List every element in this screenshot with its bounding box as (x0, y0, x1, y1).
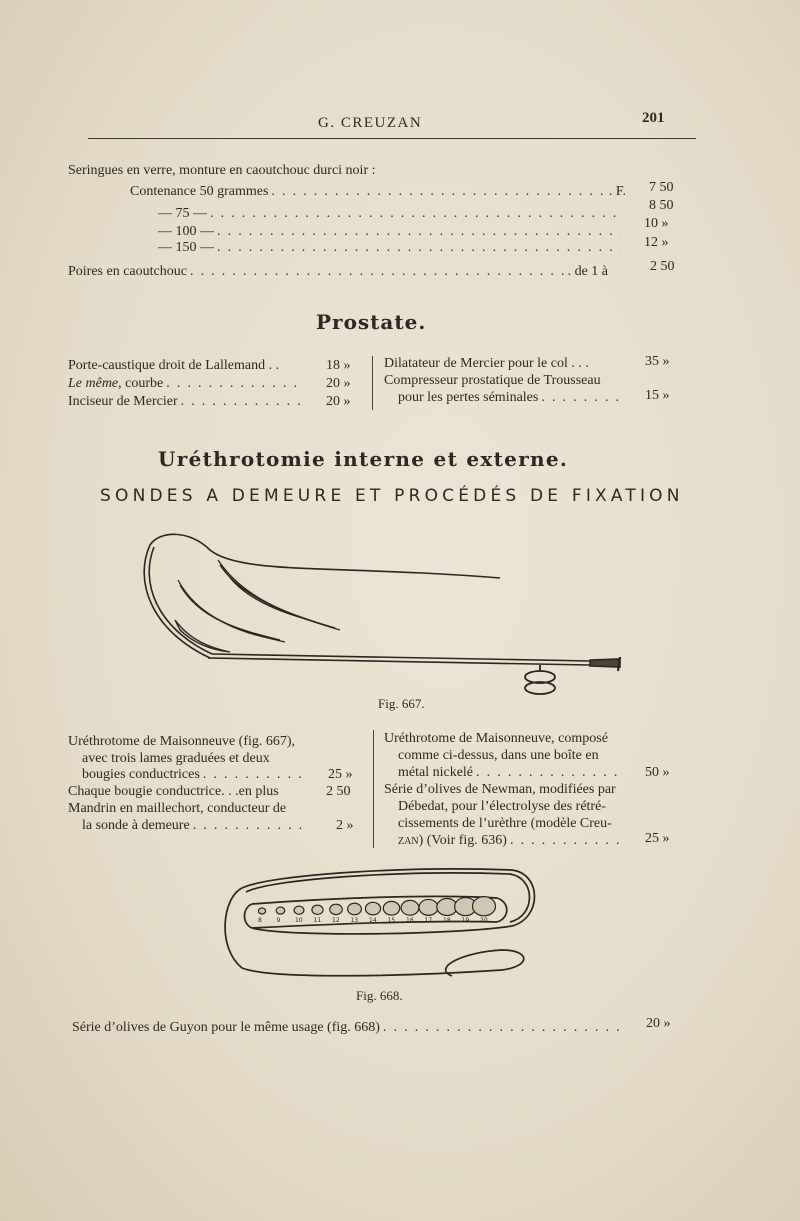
column-divider (373, 730, 374, 848)
item-text: avec trois lames graduées et deux (82, 751, 270, 766)
item-text: comme ci-dessus, dans une boîte en (398, 748, 599, 763)
item-label: Inciseur de Mercier (68, 394, 178, 409)
item-text: cissements de l’urèthre (modèle Creu- (398, 816, 612, 831)
item-price: 10 » (644, 216, 669, 231)
leader-dots (217, 240, 621, 256)
leader-dots (181, 394, 303, 410)
item-price: 7 50 (649, 180, 674, 195)
item-label: bougies conductrices (82, 767, 200, 782)
item-label: pour les pertes séminales (398, 390, 539, 405)
olive-size-label: 17 (424, 917, 433, 924)
leader-dots (203, 767, 305, 783)
olive-size-label: 19 (461, 917, 470, 924)
item-price: 20 » (646, 1016, 671, 1031)
price-row (68, 394, 306, 410)
item-text: Uréthrotome de Maisonneuve, composé (384, 731, 608, 746)
olive-bead (330, 904, 342, 914)
olive-bead (348, 903, 362, 915)
leader-dots (510, 833, 623, 849)
olive-bead (419, 899, 438, 915)
item-label: Dilatateur de Mercier pour le col . . . (384, 356, 589, 371)
olives-series-illustration (212, 858, 542, 990)
price-row (158, 240, 624, 256)
section-heading-urethrotomie: Uréthrotomie interne et externe. (158, 447, 569, 471)
item-label: — 150 — (158, 240, 214, 255)
leader-dots (193, 818, 305, 834)
olive-bead (365, 902, 380, 915)
urethrotome-illustration (120, 520, 640, 700)
price-row (130, 184, 626, 200)
item-price: 15 » (645, 388, 670, 403)
price-row (82, 767, 308, 783)
item-price: 20 » (326, 376, 351, 391)
price-row (158, 206, 624, 222)
item-label: courbe (121, 376, 164, 391)
header-rule (88, 138, 696, 139)
item-price: 20 » (326, 394, 351, 409)
olive-size-label: 16 (406, 917, 414, 924)
item-price: 35 » (645, 354, 670, 369)
leader-dots (541, 390, 623, 406)
figure-caption: Fig. 667. (378, 696, 425, 711)
item-label: métal nickelé (398, 765, 474, 780)
olive-bead (383, 901, 399, 915)
olive-size-label: 12 (332, 917, 340, 924)
olive-bead (401, 900, 419, 915)
leader-dots (383, 1020, 625, 1036)
seringues-title: Seringues en verre, monture en caoutchouc durci noir : (68, 163, 376, 178)
item-label: Poires en caoutchouc (68, 264, 187, 279)
range-label: . de 1 à (567, 264, 608, 279)
price-row (68, 376, 306, 392)
price-row (82, 818, 308, 834)
item-label: Porte-caustique droit de Lallemand . . (68, 358, 280, 373)
price-row (398, 833, 626, 849)
item-text: Débedat, pour l’électrolyse des rétré- (398, 799, 606, 814)
item-label: Chaque bougie conductrice. . .en plus (68, 784, 279, 799)
olive-size-label: 8 (258, 917, 262, 924)
item-price: 2 50 (650, 259, 675, 274)
item-label: Série d’olives de Guyon pour le même usage (fig. 668) (72, 1020, 380, 1035)
olive-bead (312, 905, 323, 914)
price-row (158, 224, 624, 240)
olive-size-label: 20 (480, 917, 488, 924)
olive-size-label: 9 (276, 917, 281, 924)
item-text: Mandrin en maillechort, conducteur de (68, 801, 287, 816)
item-price: 12 » (644, 235, 669, 250)
section-heading-prostate: Prostate. (316, 310, 427, 334)
item-price: 2 50 (326, 784, 351, 799)
leader-dots (217, 224, 621, 240)
item-label: la sonde à demeure (82, 818, 190, 833)
olive-bead (258, 908, 265, 914)
leader-dots (476, 765, 623, 781)
item-text: Série d’olives de Newman, modifiées par (384, 782, 616, 797)
item-price: 8 50 (649, 198, 674, 213)
item-label: — 100 — (158, 224, 214, 239)
olive-size-label: 11 (313, 917, 322, 924)
item-price: 18 » (326, 358, 351, 373)
figure-caption: Fig. 668. (356, 988, 403, 1003)
leader-dots (166, 376, 303, 392)
item-label-italic: Le même, (68, 376, 122, 391)
olive-size-label: 13 (350, 917, 359, 924)
olive-size-label: 18 (443, 917, 451, 924)
item-text: Uréthrotome de Maisonneuve (fig. 667), (68, 734, 296, 749)
unit-label: . F. (608, 184, 626, 199)
column-divider (372, 356, 373, 410)
price-row (398, 390, 626, 406)
item-label: ) (Voir fig. 636) (418, 833, 507, 848)
item-label-smallcaps: zan (398, 833, 419, 848)
olive-size-label: 15 (387, 917, 396, 924)
leader-dots (190, 264, 565, 280)
olive-size-label: 14 (369, 917, 377, 924)
item-label: Contenance 50 grammes (130, 184, 269, 199)
page-header-author: G. CREUZAN (318, 115, 423, 131)
page-number: 201 (642, 110, 665, 126)
price-row (68, 358, 308, 374)
olive-bead (294, 906, 304, 914)
section-subheading: SONDES A DEMEURE ET PROCÉDÉS DE FIXATION (100, 486, 684, 506)
olive-bead (276, 907, 285, 914)
item-price: 25 » (645, 831, 670, 846)
leader-dots (271, 184, 605, 200)
olive-size-label: 10 (295, 917, 303, 924)
olive-bead (472, 897, 495, 916)
item-price: 25 » (328, 767, 353, 782)
item-price: 2 » (336, 818, 354, 833)
price-row (72, 1020, 628, 1036)
item-price: 50 » (645, 765, 670, 780)
leader-dots (210, 206, 621, 222)
item-label: Compresseur prostatique de Trousseau (384, 373, 601, 388)
price-row (68, 264, 608, 280)
price-row (398, 765, 626, 781)
item-label: — 75 — (158, 206, 207, 221)
